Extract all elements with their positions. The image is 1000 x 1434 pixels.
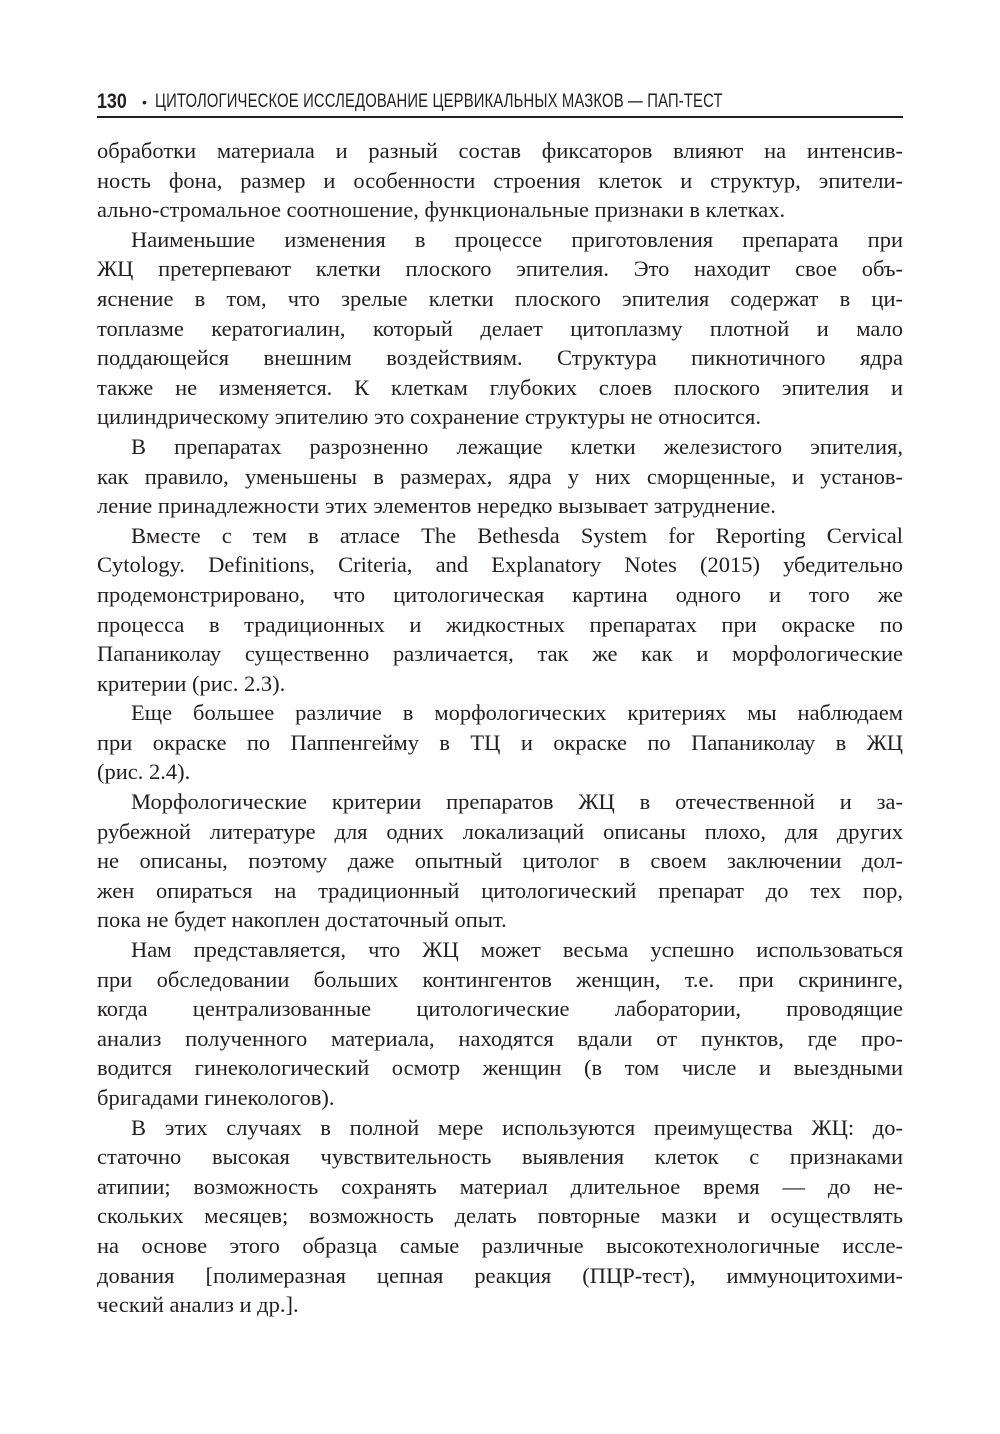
text-line: поддающейся внешним воздействиям. Структура пикнотичного ядра <box>97 345 903 371</box>
running-header <box>97 88 903 118</box>
text-line: ческий анализ и др.]. <box>97 1292 299 1318</box>
text-line: когда централизованные цитологические лаборатории, проводящие <box>97 996 903 1022</box>
text-line: Еще большее различие в морфологических критериях мы наблюдаем <box>131 700 903 726</box>
text-line: как правило, уменьшены в размерах, ядра у них сморщенные, и установ- <box>97 463 903 489</box>
text-line: яснение в том, что зрелые клетки плоского эпителия содержат в ци- <box>97 285 903 311</box>
text-line: Папаниколау существенно различается, так же как и морфологические <box>97 641 903 667</box>
text-line: атипии; возможность сохранять материал длительное время — до не- <box>97 1173 903 1199</box>
text-line: на основе этого образца самые различные высокотехнологичные иссле- <box>97 1232 903 1258</box>
paragraph <box>97 432 903 521</box>
text-line: процесса в традиционных и жидкостных препаратах при окраске по <box>97 611 903 637</box>
text-line: рубежной литературе для одних локализаций описаны плохо, для других <box>97 818 903 844</box>
text-line: обработки материала и разный состав фиксаторов влияют на интенсив- <box>97 138 903 163</box>
page-number: 130 <box>97 90 127 113</box>
text-line: анализ полученного материала, находятся вдали от пунктов, где про- <box>97 1025 903 1051</box>
text-line: (рис. 2.4). <box>97 759 191 785</box>
text-line: цилиндрическому эпителию это сохранение структуры не относится. <box>97 404 762 430</box>
text-line: ность фона, размер и особенности строения клеток и структур, эпители- <box>97 167 903 193</box>
text-line: Морфологические критерии препаратов ЖЦ в отечественной и за- <box>131 789 903 815</box>
text-line: Наименьшие изменения в процессе приготовления препарата при <box>131 226 903 252</box>
text-line: пока не будет накоплен достаточный опыт. <box>97 907 507 933</box>
text-line: дования [полимеразная цепная реакция (ПЦР-тест), иммуноцитохими- <box>97 1262 903 1288</box>
text-line: В препаратах разрозненно лежащие клетки железистого эпителия, <box>131 433 903 459</box>
text-line: критерии (рис. 2.3). <box>97 670 286 696</box>
text-line: статочно высокая чувствительность выявления клеток с признаками <box>97 1144 903 1170</box>
paragraph <box>97 787 903 935</box>
text-line: бригадами гинекологов). <box>97 1085 335 1110</box>
text-line: Вместе с тем в атласе The Bethesda System for Reporting Cervical <box>131 522 903 548</box>
bullet-separator: • <box>142 94 147 110</box>
text-line: ально-стромальное соотношение, функциональные признаки в клетках. <box>97 197 786 223</box>
text-line: ление принадлежности этих элементов нередко вызывает затруднение. <box>97 493 776 519</box>
paragraph <box>97 136 903 225</box>
text-line: Cytology. Definitions, Criteria, and Explanatory Notes (2015) убедительно <box>97 552 903 578</box>
running-title: ЦИТОЛОГИЧЕСКОЕ ИССЛЕДОВАНИЕ ЦЕРВИКАЛЬНЫХ МАЗКОВ — ПАП-ТЕСТ <box>154 91 723 112</box>
text-line: скольких месяцев; возможность делать повторные мазки и осуществлять <box>97 1203 903 1229</box>
body-text <box>97 136 903 1320</box>
text-line: ЖЦ претерпевают клетки плоского эпителия. Это находит свое объ- <box>97 256 903 282</box>
text-line: при обследовании больших контингентов женщин, т.е. при скрининге, <box>97 966 903 992</box>
text-line: также не изменяется. К клеткам глубоких слоев плоского эпителия и <box>97 374 903 400</box>
text-line: продемонстрировано, что цитологическая картина одного и того же <box>97 581 903 607</box>
text-line: В этих случаях в полной мере используются преимущества ЖЦ: до- <box>131 1114 903 1140</box>
text-line: не описаны, поэтому даже опытный цитолог в своем заключении дол- <box>97 848 903 874</box>
text-line: жен опираться на традиционный цитологический препарат до тех пор, <box>97 877 903 903</box>
paragraph <box>97 698 903 787</box>
text-line: топлазме кератогиалин, который делает цитоплазму плотной и мало <box>97 315 903 341</box>
text-line: Нам представляется, что ЖЦ может весьма успешно использоваться <box>131 937 903 963</box>
text-line: при окраске по Паппенгейму в ТЦ и окраске по Папаниколау в ЖЦ <box>97 729 903 755</box>
text-line: водится гинекологический осмотр женщин (в том числе и выездными <box>97 1055 903 1081</box>
paragraph <box>97 935 903 1113</box>
paragraph <box>97 521 903 699</box>
paragraph <box>97 225 903 432</box>
paragraph <box>97 1113 903 1320</box>
